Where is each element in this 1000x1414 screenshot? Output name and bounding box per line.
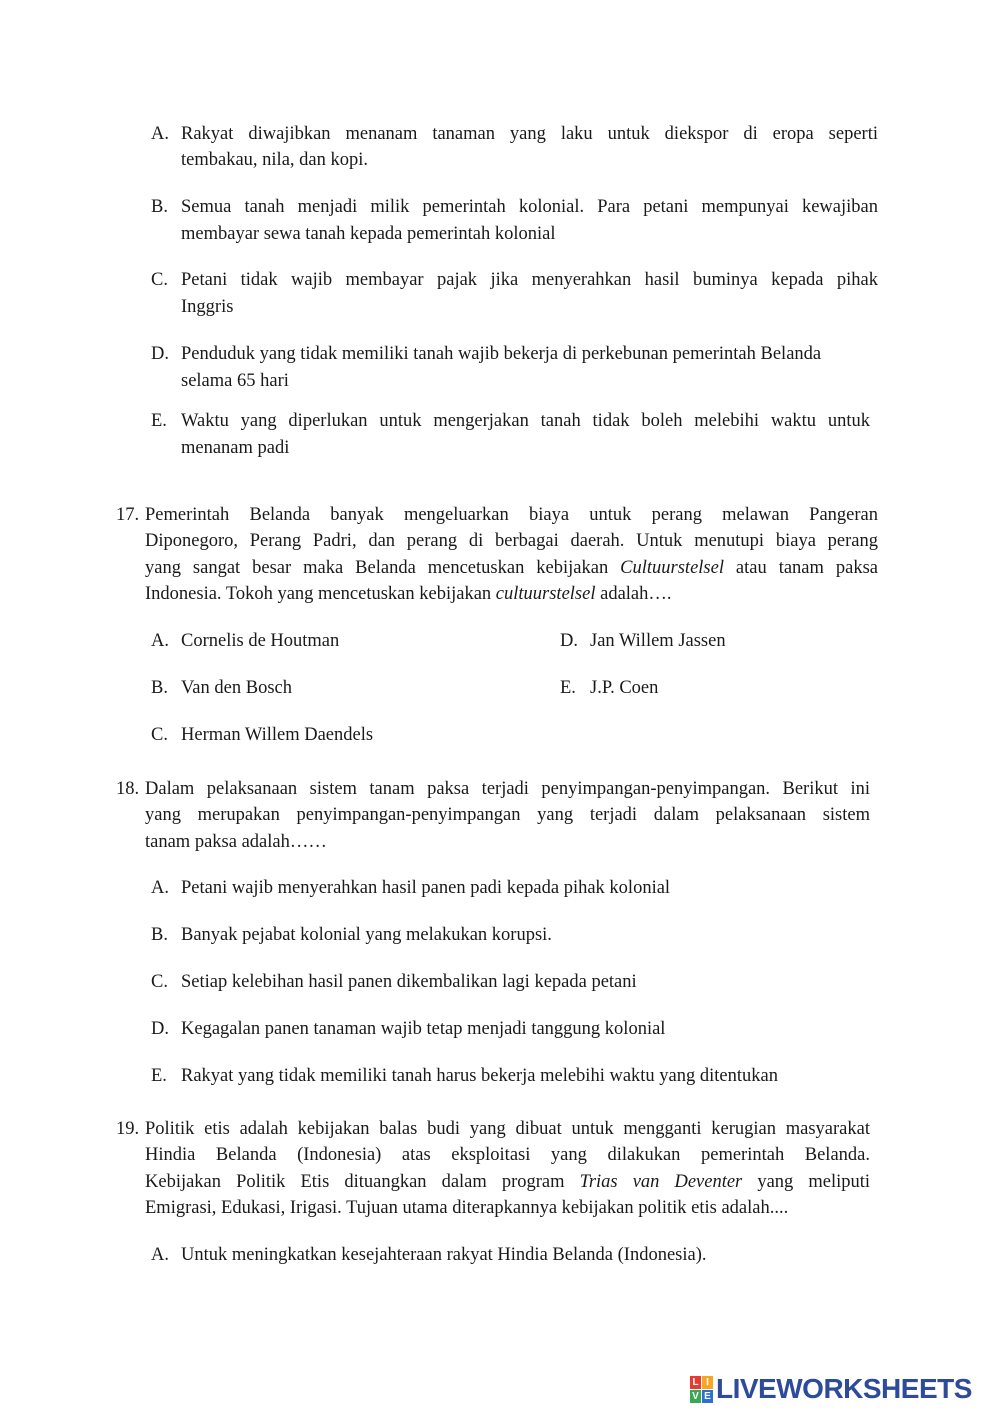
- option-label: C.: [151, 270, 168, 290]
- option-label: A.: [151, 1245, 169, 1265]
- option-text: Cornelis de Houtman: [181, 631, 340, 651]
- option-text: Petani wajib menyerahkan hasil panen padi kepada pihak kolonial: [181, 878, 671, 898]
- option-text-line: membayar sewa tanah kepada pemerintah kolonial: [181, 224, 556, 244]
- option-text: Banyak pejabat kolonial yang melakukan korupsi.: [181, 925, 552, 945]
- question-number: 17.: [116, 505, 140, 525]
- option-label: A.: [151, 124, 169, 144]
- question-text-line: Hindia Belanda (Indonesia) atas eksploitasi yang dilakukan pemerintah Belanda.: [145, 1145, 870, 1165]
- option-text-line: Semua tanah menjadi milik pemerintah kolonial. Para petani mempunyai kewajiban: [181, 197, 878, 217]
- option-text-line: Petani tidak wajib membayar pajak jika menyerahkan hasil buminya kepada pihak: [181, 270, 878, 290]
- option-text: J.P. Coen: [590, 678, 659, 698]
- option-label: B.: [151, 197, 168, 217]
- logo-mark-letter: E: [702, 1390, 713, 1403]
- option-text-line: Penduduk yang tidak memiliki tanah wajib bekerja di perkebunan pemerintah Belanda: [181, 344, 822, 364]
- question-text-line: Diponegoro, Perang Padri, dan perang di berbagai daerah. Untuk menutupi biaya perang: [145, 531, 878, 551]
- question-text-line: tanam paksa adalah……: [145, 832, 327, 852]
- option-label: A.: [151, 631, 169, 651]
- option-text: Untuk meningkatkan kesejahteraan rakyat Hindia Belanda (Indonesia).: [181, 1245, 707, 1265]
- question-text-line: Pemerintah Belanda banyak mengeluarkan biaya untuk perang melawan Pangeran: [145, 505, 878, 525]
- option-label: E.: [560, 678, 576, 698]
- option-label: E.: [151, 411, 167, 431]
- option-text-line: tembakau, nila, dan kopi.: [181, 150, 369, 170]
- option-label: B.: [151, 678, 168, 698]
- option-label: E.: [151, 1066, 167, 1086]
- option-text: Setiap kelebihan hasil panen dikembalikan lagi kepada petani: [181, 972, 637, 992]
- option-label: C.: [151, 972, 168, 992]
- italic-term: cultuurstelsel: [495, 584, 596, 604]
- option-label: D.: [151, 1019, 169, 1039]
- option-label: D.: [151, 344, 169, 364]
- question-text-line: Emigrasi, Edukasi, Irigasi. Tujuan utama diterapkannya kebijakan politik etis adalah....: [145, 1198, 789, 1218]
- option-text-line: Waktu yang diperlukan untuk mengerjakan tanah tidak boleh melebihi waktu untuk: [181, 411, 870, 431]
- logo-text: LIVEWORKSHEETS: [716, 1373, 972, 1404]
- option-text-line: selama 65 hari: [181, 371, 289, 391]
- question-text-line: Indonesia. Tokoh yang mencetuskan kebijakan cultuurstelsel adalah….: [145, 584, 672, 604]
- option-label: B.: [151, 925, 168, 945]
- liveworksheets-logo: [690, 1373, 990, 1405]
- italic-term: Cultuurstelsel: [620, 558, 724, 578]
- option-label: C.: [151, 725, 168, 745]
- option-text: Jan Willem Jassen: [590, 631, 726, 651]
- question-number: 18.: [116, 779, 140, 799]
- question-text-line: Politik etis adalah kebijakan balas budi yang dibuat untuk mengganti kerugian masyarakat: [145, 1119, 870, 1139]
- option-text-line: Inggris: [181, 297, 234, 317]
- option-text-line: Rakyat diwajibkan menanam tanaman yang laku untuk diekspor di eropa seperti: [181, 124, 878, 144]
- logo-mark-letter: L: [690, 1376, 701, 1389]
- option-text: Herman Willem Daendels: [181, 725, 374, 745]
- option-text: Van den Bosch: [181, 678, 292, 698]
- option-label: A.: [151, 878, 169, 898]
- question-text-line: Dalam pelaksanaan sistem tanam paksa terjadi penyimpangan-penyimpangan. Berikut ini: [145, 779, 870, 799]
- option-text: Kegagalan panen tanaman wajib tetap menjadi tanggung kolonial: [181, 1019, 666, 1039]
- question-number: 19.: [116, 1119, 140, 1139]
- question-text-line: Kebijakan Politik Etis dituangkan dalam program Trias van Deventer yang meliputi: [145, 1172, 871, 1192]
- logo-mark-letter: I: [702, 1376, 713, 1389]
- logo-mark: [690, 1376, 713, 1403]
- option-text-line: menanam padi: [181, 438, 290, 458]
- italic-term: Trias van Deventer: [579, 1172, 743, 1192]
- logo-mark-letter: V: [690, 1390, 701, 1403]
- question-text-line: yang merupakan penyimpangan-penyimpangan yang terjadi dalam pelaksanaan sistem: [145, 805, 870, 825]
- option-text: Rakyat yang tidak memiliki tanah harus bekerja melebihi waktu yang ditentukan: [181, 1066, 778, 1086]
- question-text-line: yang sangat besar maka Belanda mencetuskan kebijakan Cultuurstelsel atau tanam paksa: [145, 558, 878, 578]
- option-label: D.: [560, 631, 578, 651]
